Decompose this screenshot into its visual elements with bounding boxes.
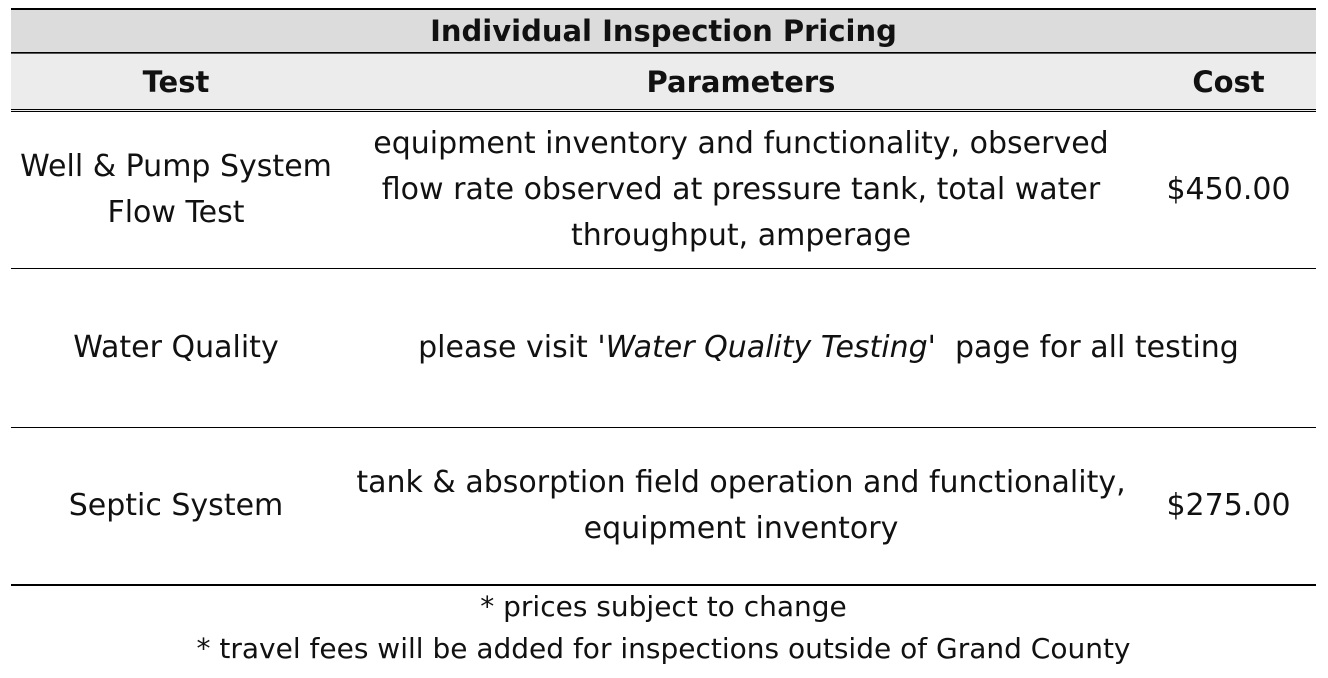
pricing-table	[11, 8, 1316, 586]
table-row	[11, 269, 1316, 428]
test-cost: $450.00	[1166, 172, 1291, 207]
water-quality-testing-page-reference: 'Water Quality Testing'	[597, 330, 936, 365]
table-title: Individual Inspection Pricing	[11, 8, 1316, 53]
test-parameters	[341, 325, 1316, 371]
table-row	[11, 428, 1316, 586]
test-parameters: equipment inventory and functionality, observed flow rate observed at pressure tank, total water throughput, amperage	[373, 126, 1109, 253]
test-name: Water Quality	[73, 330, 279, 365]
parameters-suffix: page for all testing	[935, 330, 1239, 365]
footnote: * prices subject to change	[480, 590, 847, 623]
footnotes	[11, 586, 1316, 670]
table-row	[11, 112, 1316, 269]
table-header-row	[11, 53, 1316, 112]
header-test: Test	[142, 64, 210, 99]
header-parameters: Parameters	[646, 64, 836, 99]
test-name: Septic System	[68, 488, 284, 523]
parameters-prefix: please visit	[418, 330, 598, 365]
test-parameters: tank & absorption field operation and functionality, equipment inventory	[356, 465, 1126, 546]
footnote: * travel fees will be added for inspections outside of Grand County	[196, 632, 1131, 665]
test-cost: $275.00	[1166, 488, 1291, 523]
header-cost: Cost	[1192, 64, 1265, 99]
test-name: Well & Pump System Flow Test	[20, 149, 332, 230]
